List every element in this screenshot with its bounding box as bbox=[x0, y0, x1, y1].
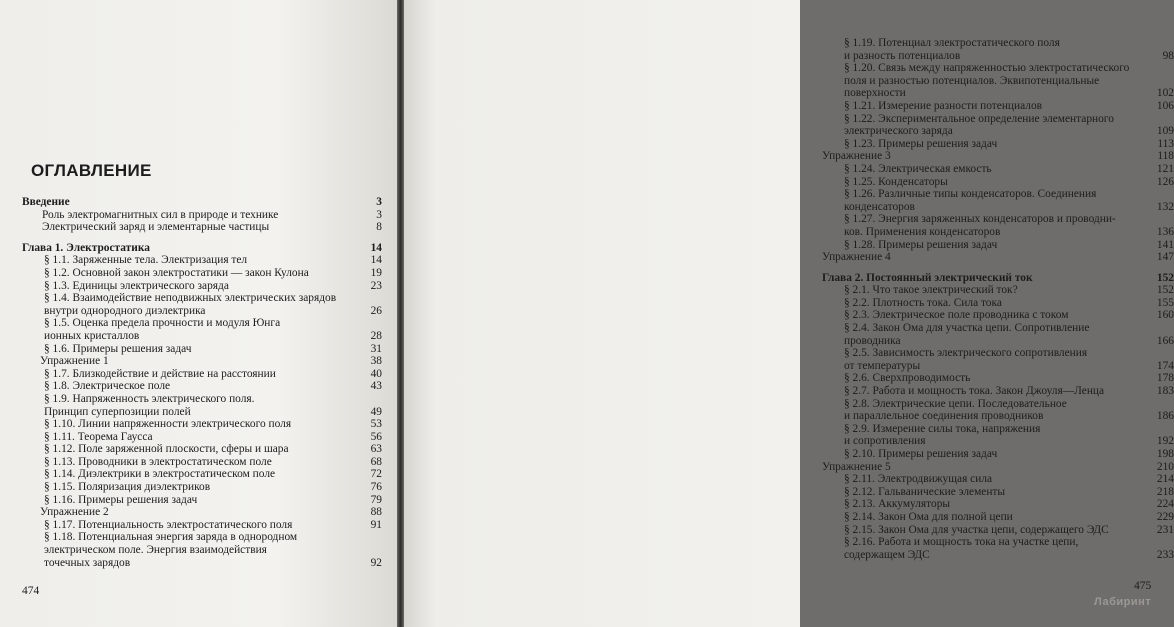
toc-entry-title: § 2.10. Примеры решения задач bbox=[844, 448, 998, 460]
toc-entry-page: 72 bbox=[370, 468, 382, 481]
toc-entry-title: § 1.6. Примеры решения задач bbox=[44, 342, 192, 355]
toc-entry-title: § 1.7. Близкодействие и действие на расстоянии bbox=[44, 367, 276, 380]
toc-entry-page: 136 bbox=[1156, 225, 1174, 238]
toc-entry bbox=[22, 519, 382, 532]
toc-entry bbox=[822, 423, 1174, 448]
toc-entry-page: 152 bbox=[1156, 284, 1174, 297]
toc-right-column bbox=[822, 37, 1174, 561]
toc-entry-page: 152 bbox=[1156, 271, 1174, 284]
toc-entry-title: § 1.3. Единицы электрического заряда bbox=[44, 279, 229, 292]
toc-entry-page: 98 bbox=[1162, 49, 1174, 62]
toc-entry-page: 192 bbox=[1156, 435, 1174, 448]
toc-entry-title: § 1.17. Потенциальность электростатического поля bbox=[44, 518, 293, 531]
toc-entry bbox=[822, 511, 1174, 524]
toc-entry-page: 126 bbox=[1156, 175, 1174, 188]
toc-entry-page: 186 bbox=[1156, 410, 1174, 423]
toc-entry-page: 3 bbox=[376, 196, 382, 208]
toc-entry bbox=[22, 468, 382, 481]
toc-entry bbox=[822, 188, 1174, 213]
toc-entry-title: Глава 2. Постоянный электрический ток bbox=[822, 271, 1033, 284]
toc-entry-title: Упражнение 2 bbox=[40, 506, 109, 519]
toc-entry bbox=[822, 347, 1174, 372]
toc-entry bbox=[22, 431, 382, 444]
toc-entry bbox=[22, 242, 382, 255]
toc-entry bbox=[22, 196, 382, 209]
toc-entry-page: 132 bbox=[1156, 200, 1174, 213]
toc-entry-title: § 1.4. Взаимодействие неподвижных электрических зарядов внутри однородного диэлектрика bbox=[44, 292, 337, 317]
toc-entry bbox=[822, 309, 1174, 322]
toc-entry-page: 79 bbox=[370, 493, 382, 506]
toc-entry bbox=[822, 473, 1174, 486]
toc-entry-page: 166 bbox=[1156, 334, 1174, 347]
toc-entry bbox=[22, 506, 382, 519]
toc-entry bbox=[22, 343, 382, 356]
toc-entry-title: § 1.16. Примеры решения задач bbox=[44, 493, 198, 506]
toc-entry bbox=[822, 398, 1174, 423]
toc-entry bbox=[822, 239, 1174, 252]
toc-entry-page: 218 bbox=[1156, 485, 1174, 498]
toc-entry-page: 28 bbox=[370, 329, 382, 342]
toc-entry-title: § 2.11. Электродвижущая сила bbox=[844, 473, 993, 486]
toc-entry bbox=[822, 322, 1174, 347]
toc-entry-page: 92 bbox=[370, 556, 382, 569]
toc-entry-title: § 2.9. Измерение силы тока, напряжения и сопротивления bbox=[844, 422, 1041, 448]
toc-entry bbox=[822, 113, 1174, 138]
toc-entry bbox=[822, 448, 1174, 461]
toc-entry-page: 118 bbox=[1157, 150, 1174, 163]
toc-entry-title: § 2.14. Закон Ома для полной цепи bbox=[844, 510, 1013, 523]
toc-entry-title: § 1.22. Экспериментальное определение элементарного электрического заряда bbox=[844, 112, 1114, 138]
toc-entry-title: § 1.1. Заряженные тела. Электризация тел bbox=[44, 254, 248, 267]
toc-entry-title: § 1.10. Линии напряженности электрического поля bbox=[44, 418, 292, 431]
toc-entry bbox=[822, 138, 1174, 151]
toc-entry-title: § 2.5. Зависимость электрического сопротивления от температуры bbox=[844, 347, 1088, 372]
toc-entry bbox=[822, 150, 1174, 163]
toc-entry bbox=[22, 209, 382, 222]
toc-entry bbox=[22, 380, 382, 393]
toc-entry-title: § 1.12. Поле заряженной плоскости, сферы и шара bbox=[44, 443, 289, 456]
toc-entry bbox=[22, 368, 382, 381]
toc-entry bbox=[22, 280, 382, 293]
toc-entry-title: § 1.24. Электрическая емкость bbox=[844, 162, 992, 175]
toc-entry-title: § 1.2. Основной закон электростатики — закон Кулона bbox=[44, 266, 309, 279]
toc-entry-title: § 1.18. Потенциальная энергия заряда в однородном электрическом поле. Энергия взаимодействия точечных зарядов bbox=[44, 531, 298, 569]
toc-entry-page: 68 bbox=[370, 455, 382, 468]
toc-entry-title: § 2.1. Что такое электрический ток? bbox=[844, 284, 1018, 297]
toc-entry bbox=[22, 355, 382, 368]
toc-entry bbox=[22, 494, 382, 507]
toc-entry bbox=[22, 254, 382, 267]
toc-entry-title: § 1.13. Проводники в электростатическом поле bbox=[44, 455, 272, 468]
toc-entry bbox=[822, 486, 1174, 499]
toc-entry-title: § 1.26. Различные типы конденсаторов. Соединения конденсаторов bbox=[844, 188, 1097, 213]
toc-entry-page: 76 bbox=[370, 481, 382, 494]
toc-entry bbox=[822, 524, 1174, 537]
toc-entry-page: 229 bbox=[1156, 510, 1174, 523]
toc-entry-title: § 1.19. Потенциал электростатического поля и разность потенциалов bbox=[844, 37, 1060, 62]
toc-entry bbox=[22, 418, 382, 431]
toc-entry-page: 113 bbox=[1157, 137, 1174, 150]
toc-entry bbox=[822, 251, 1174, 264]
toc-entry-page: 231 bbox=[1156, 523, 1174, 536]
watermark-logo: Лабиринт bbox=[1094, 596, 1152, 608]
right-page bbox=[404, 0, 1174, 627]
toc-entry bbox=[822, 37, 1174, 62]
toc-entry-page: 233 bbox=[1156, 548, 1174, 561]
toc-entry-page: 174 bbox=[1156, 359, 1174, 372]
toc-entry-page: 19 bbox=[370, 266, 382, 279]
toc-title: ОГЛАВЛЕНИЕ bbox=[31, 161, 152, 180]
toc-entry-title: § 1.21. Измерение разности потенциалов bbox=[844, 99, 1043, 112]
toc-entry-title: § 2.6. Сверхпроводимость bbox=[844, 372, 971, 385]
toc-entry-page: 63 bbox=[370, 443, 382, 456]
toc-entry bbox=[22, 481, 382, 494]
toc-entry-title: § 2.15. Закон Ома для участка цепи, содержащего ЭДС bbox=[844, 523, 1109, 536]
toc-entry bbox=[822, 100, 1174, 113]
toc-entry-title: § 1.8. Электрическое поле bbox=[44, 380, 171, 393]
toc-entry bbox=[822, 385, 1174, 398]
toc-entry-page: 53 bbox=[370, 418, 382, 431]
toc-entry bbox=[822, 213, 1174, 238]
toc-entry bbox=[822, 163, 1174, 176]
toc-entry-page: 224 bbox=[1156, 498, 1174, 511]
toc-entry-page: 14 bbox=[370, 241, 382, 254]
toc-entry bbox=[822, 272, 1174, 285]
toc-entry-title: § 1.27. Энергия заряженных конденсаторов и проводни- ков. Применения конденсаторов bbox=[844, 213, 1116, 238]
toc-entry-title: § 1.14. Диэлектрики в электростатическом поле bbox=[44, 468, 276, 481]
toc-entry-page: 26 bbox=[370, 304, 382, 317]
toc-entry-title: § 2.12. Гальванические элементы bbox=[844, 485, 1006, 498]
toc-entry-title: § 1.11. Теорема Гаусса bbox=[44, 430, 153, 443]
toc-entry-page: 14 bbox=[370, 254, 382, 267]
toc-entry bbox=[22, 267, 382, 280]
toc-spacer bbox=[822, 264, 1174, 272]
toc-entry-page: 38 bbox=[370, 355, 382, 368]
toc-entry-page: 31 bbox=[370, 342, 382, 355]
toc-entry-page: 198 bbox=[1156, 448, 1174, 460]
toc-entry-page: 210 bbox=[1156, 460, 1174, 473]
toc-entry bbox=[822, 297, 1174, 310]
toc-entry bbox=[822, 62, 1174, 100]
toc-entry bbox=[22, 221, 382, 234]
toc-entry-page: 40 bbox=[370, 367, 382, 380]
toc-entry-title: § 2.7. Работа и мощность тока. Закон Джоуля—Ленца bbox=[844, 385, 1105, 398]
toc-entry-title: § 1.25. Конденсаторы bbox=[844, 175, 948, 188]
toc-entry bbox=[22, 292, 382, 317]
toc-entry-title: Упражнение 3 bbox=[822, 150, 891, 163]
toc-entry bbox=[822, 461, 1174, 474]
toc-entry-title: Упражнение 1 bbox=[40, 355, 109, 368]
toc-entry-title: § 1.5. Оценка предела прочности и модуля Юнга ионных кристаллов bbox=[44, 317, 281, 342]
toc-entry-title: § 2.8. Электрические цепи. Последовательное и параллельное соединения проводников bbox=[844, 397, 1067, 423]
toc-entry-page: 8 bbox=[376, 221, 382, 234]
toc-entry bbox=[822, 536, 1174, 561]
toc-entry-page: 178 bbox=[1156, 372, 1174, 385]
toc-spacer bbox=[22, 234, 382, 242]
toc-entry-page: 43 bbox=[370, 380, 382, 393]
toc-entry-page: 3 bbox=[376, 208, 382, 221]
toc-entry-title: Глава 1. Электростатика bbox=[22, 241, 150, 254]
toc-entry-title: § 2.4. Закон Ома для участка цепи. Сопротивление проводника bbox=[844, 322, 1090, 347]
toc-entry-title: § 2.13. Аккумуляторы bbox=[844, 498, 951, 511]
toc-entry-page: 106 bbox=[1156, 99, 1174, 112]
toc-entry-page: 160 bbox=[1156, 309, 1174, 322]
toc-entry bbox=[22, 531, 382, 569]
toc-entry-page: 141 bbox=[1156, 238, 1174, 251]
toc-entry-title: § 2.16. Работа и мощность тока на участке цепи, содержащем ЭДС bbox=[844, 536, 1079, 561]
toc-entry bbox=[822, 284, 1174, 297]
toc-entry bbox=[22, 317, 382, 342]
toc-entry-title: § 1.9. Напряженность электрического поля. Принцип суперпозиции полей bbox=[44, 392, 255, 418]
toc-entry-title: Электрический заряд и элементарные частицы bbox=[42, 221, 270, 234]
toc-entry-page: 121 bbox=[1156, 162, 1174, 175]
toc-entry-title: § 1.20. Связь между напряженностью электростатического поля и разностью потенциалов. Эквипотенциальные поверхности bbox=[844, 62, 1130, 100]
toc-entry-title: Введение bbox=[22, 196, 70, 208]
toc-entry bbox=[822, 372, 1174, 385]
toc-entry bbox=[822, 498, 1174, 511]
toc-entry-page: 102 bbox=[1156, 87, 1174, 100]
book-gutter bbox=[397, 0, 404, 627]
toc-entry-title: § 1.23. Примеры решения задач bbox=[844, 137, 998, 150]
toc-entry-title: Роль электромагнитных сил в природе и технике bbox=[42, 208, 279, 221]
toc-entry bbox=[822, 176, 1174, 189]
toc-entry-title: § 2.3. Электрическое поле проводника с током bbox=[844, 309, 1069, 322]
page-number-left: 474 bbox=[22, 585, 40, 597]
toc-entry-page: 56 bbox=[370, 430, 382, 443]
toc-entry-page: 183 bbox=[1156, 385, 1174, 398]
toc-entry-page: 155 bbox=[1156, 296, 1174, 309]
toc-entry-title: Упражнение 4 bbox=[822, 251, 891, 264]
toc-entry-page: 91 bbox=[370, 518, 382, 531]
toc-entry-title: § 1.28. Примеры решения задач bbox=[844, 238, 998, 251]
toc-entry-page: 147 bbox=[1156, 251, 1174, 264]
toc-left-column bbox=[22, 196, 382, 569]
toc-entry-page: 88 bbox=[370, 506, 382, 519]
toc-entry-title: Упражнение 5 bbox=[822, 460, 891, 473]
toc-entry-page: 23 bbox=[370, 279, 382, 292]
toc-entry-page: 109 bbox=[1156, 125, 1174, 138]
toc-entry bbox=[22, 393, 382, 418]
toc-entry bbox=[22, 443, 382, 456]
left-page bbox=[0, 0, 397, 627]
toc-entry-title: § 2.2. Плотность тока. Сила тока bbox=[844, 296, 1002, 309]
toc-entry-title: § 1.15. Поляризация диэлектриков bbox=[44, 481, 211, 494]
page-number-right: 475 bbox=[1134, 580, 1152, 592]
toc-entry bbox=[22, 456, 382, 469]
toc-entry-page: 214 bbox=[1156, 473, 1174, 486]
toc-entry-page: 49 bbox=[370, 405, 382, 418]
